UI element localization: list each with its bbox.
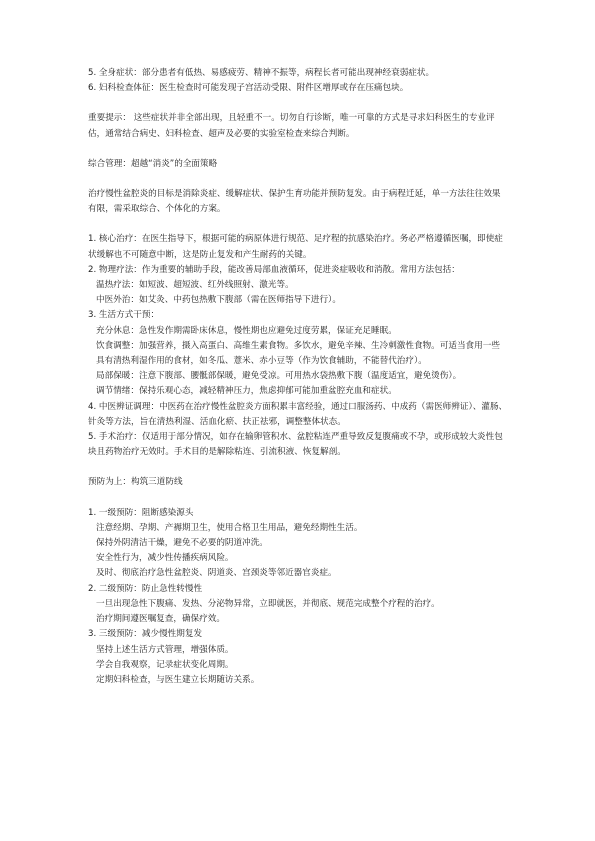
symptom-item-5: 5. 全身症状：部分患者有低热、易感疲劳、精神不振等，病程长者可能出现神经衰弱症状。 xyxy=(88,68,435,78)
prevention-level-1b: 保持外阴清洁干燥，避免不必要的阴道冲洗。 xyxy=(96,538,268,549)
document-page xyxy=(88,66,508,688)
management-item-4: 4. 中医辨证调理：中医药在治疗慢性盆腔炎方面积累丰富经验，通过口服汤药、中成药（需医师辨证）、灌肠、针灸等方法，旨在清热利湿、活血化瘀、扶正祛邪，调整整体状态。 xyxy=(88,401,508,427)
prevention-level-3a: 坚持上述生活方式管理，增强体质。 xyxy=(96,644,234,655)
prevention-level-1a: 注意经期、孕期、产褥期卫生，使用合格卫生用品，避免经期性生活。 xyxy=(96,522,363,533)
prevention-level-1c: 安全性行为，减少性传播疾病风险。 xyxy=(96,553,234,564)
management-intro: 治疗慢性盆腔炎的目标是消除炎症、缓解症状、保护生育功能并预防复发。由于病程迁延，单一方法往往效果有限，需采取综合、个体化的方案。 xyxy=(88,189,501,215)
prevention-level-3b: 学会自我观察，记录症状变化周期。 xyxy=(96,659,234,670)
management-item-3b: 饮食调整：加强营养，摄入高蛋白、高维生素食物。多饮水，避免辛辣、生冷刺激性食物。可适当食用一些具有清热利湿作用的食材，如冬瓜、薏米、赤小豆等（作为饮食辅助，不能替代治疗）。 xyxy=(96,340,500,367)
prevention-level-1: 1. 一级预防：阻断感染源头 xyxy=(88,507,194,518)
prevention-heading: 预防为上：构筑三道防线 xyxy=(88,477,183,488)
management-item-2: 2. 物理疗法：作为重要的辅助手段，能改善局部血液循环，促进炎症吸收和消散。常用方法包括： xyxy=(88,264,460,275)
management-item-3: 3. 生活方式干预： xyxy=(88,310,160,321)
prevention-level-2: 2. 二级预防：防止急性转慢性 xyxy=(88,583,203,594)
prevention-level-3: 3. 三级预防：减少慢性期复发 xyxy=(88,629,203,640)
symptom-item-6: 6. 妇科检查体征：医生检查时可能发现子宫活动受限、附件区增厚或存在压痛包块。 xyxy=(88,83,409,94)
management-item-5: 5. 手术治疗：仅适用于部分情况，如存在输卵管积水、盆腔粘连严重导致反复腹痛或不孕，或形成较大炎性包块且药物治疗无效时。手术目的是解除粘连、引流积液、恢复解剖。 xyxy=(88,432,503,458)
important-notice: 重要提示： 这些症状并非全部出现，且轻重不一。切勿自行诊断，唯一可靠的方式是寻求妇科医生的专业评估，通常结合病史、妇科检查、超声及必要的实验室检查来综合判断。 xyxy=(88,113,495,139)
prevention-level-3c: 定期妇科检查，与医生建立长期随访关系。 xyxy=(96,674,260,685)
prevention-level-2b: 治疗期间遵医嘱复查，确保疗效。 xyxy=(96,614,225,625)
management-item-3a: 充分休息：急性发作期需卧床休息，慢性期也应避免过度劳累，保证充足睡眠。 xyxy=(96,325,397,336)
management-item-2b: 中医外治：如艾灸、中药包热敷下腹部（需在医师指导下进行）。 xyxy=(96,295,341,306)
prevention-level-1d: 及时、彻底治疗急性盆腔炎、阴道炎、宫颈炎等邻近器官炎症。 xyxy=(96,568,337,579)
management-item-3c: 局部保暖：注意下腹部、腰骶部保暖，避免受凉。可用热水袋热敷下腹（温度适宜，避免烫伤）。 xyxy=(96,371,462,382)
prevention-level-2a: 一旦出现急性下腹痛、发热、分泌物异常，立即就医，并彻底、规范完成整个疗程的治疗。 xyxy=(96,598,440,609)
management-item-3d: 调节情绪：保持乐观心态，减轻精神压力，焦虑抑郁可能加重盆腔充血和症状。 xyxy=(96,386,397,397)
management-heading: 综合管理：超越“消炎”的全面策略 xyxy=(88,158,218,169)
management-item-1: 1. 核心治疗：在医生指导下，根据可能的病原体进行规范、足疗程的抗感染治疗。务必严格遵循医嘱，即使症状缓解也不可随意中断，这是防止复发和产生耐药的关键。 xyxy=(88,234,503,260)
management-item-2a: 温热疗法：如短波、超短波、红外线照射、激光等。 xyxy=(96,280,294,291)
